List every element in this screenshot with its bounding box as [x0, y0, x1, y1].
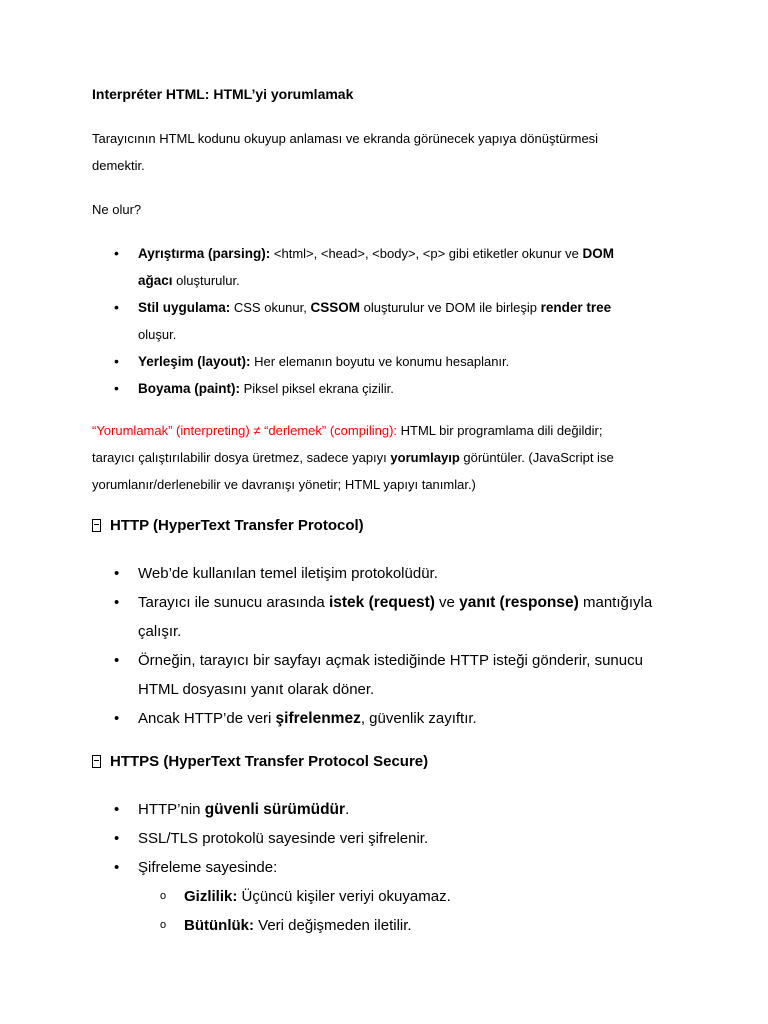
step-label: Boyama (paint): — [138, 381, 241, 396]
intro-paragraph — [92, 125, 692, 179]
note-highlight: “Yorumlamak” (interpreting) ≠ “derlemek” (compiling): — [92, 423, 398, 438]
https-list — [92, 795, 712, 882]
sub-list-item: o Bütünlük: Veri değişmeden iletilir. — [138, 911, 698, 940]
intro-line-2: demektir. — [92, 158, 145, 173]
question-text: Ne olur? — [92, 202, 142, 217]
sub-list-item: o Gizlilik: Üçüncü kişiler veriyi okuyamaz. — [138, 882, 698, 911]
https-sublist-wrap — [138, 882, 698, 940]
list-item: • Ayrıştırma (parsing): <html>, <head>, <body>, <p> gibi etiketler okunur ve DOM ağacı oluşturulur. — [92, 240, 692, 294]
missing-glyph-icon — [92, 755, 101, 768]
list-item: • Ancak HTTP’de veri şifrelenmez, güvenlik zayıftır. — [92, 704, 712, 733]
list-item: • SSL/TLS protokolü sayesinde veri şifrelenir. — [92, 824, 712, 853]
list-item: • Yerleşim (layout): Her elemanın boyutu ve konumu hesaplanır. — [92, 348, 692, 375]
step-label: Stil uygulama: — [138, 300, 231, 315]
missing-glyph-icon — [92, 519, 101, 532]
http-heading: HTTP (HyperText Transfer Protocol) — [92, 517, 364, 534]
page-title: Interpréter HTML: HTML’yi yorumlamak — [92, 86, 354, 102]
step-label: Ayrıştırma (parsing): — [138, 246, 271, 261]
list-item: • Şifreleme sayesinde: — [92, 853, 712, 882]
https-heading: HTTPS (HyperText Transfer Protocol Secure) — [92, 753, 428, 770]
list-item: • Tarayıcı ile sunucu arasında istek (request) ve yanıt (response) mantığıyla çalışır. — [92, 588, 712, 646]
http-list — [92, 559, 712, 733]
list-item: • Web’de kullanılan temel iletişim protokolüdür. — [92, 559, 712, 588]
rendering-steps-list — [92, 240, 692, 402]
intro-line-1: Tarayıcının HTML kodunu okuyup anlaması ve ekranda görünecek yapıya dönüştürmesi — [92, 131, 599, 146]
https-sublist — [138, 882, 698, 940]
interpreting-note: “Yorumlamak” (interpreting) ≠ “derlemek” (compiling): HTML bir programlama dili değildir; tarayıcı çalıştırılabilir dosya üretmez, sadece yapıyı yorumlayıp görüntüler. (JavaScript ise yorumlanır/derlenebilir ve davranışı yönetir; HTML yapıyı tanımlar.) — [92, 423, 614, 492]
list-item: • Boyama (paint): Piksel piksel ekrana çizilir. — [92, 375, 692, 402]
list-item: • HTTP’nin güvenli sürümüdür. — [92, 795, 712, 824]
list-item: • Örneğin, tarayıcı bir sayfayı açmak istediğinde HTTP isteği gönderir, sunucu HTML dosyasını yanıt olarak döner. — [92, 646, 712, 704]
list-item: • Stil uygulama: CSS okunur, CSSOM oluşturulur ve DOM ile birleşip render tree oluşur. — [92, 294, 692, 348]
step-label: Yerleşim (layout): — [138, 354, 251, 369]
